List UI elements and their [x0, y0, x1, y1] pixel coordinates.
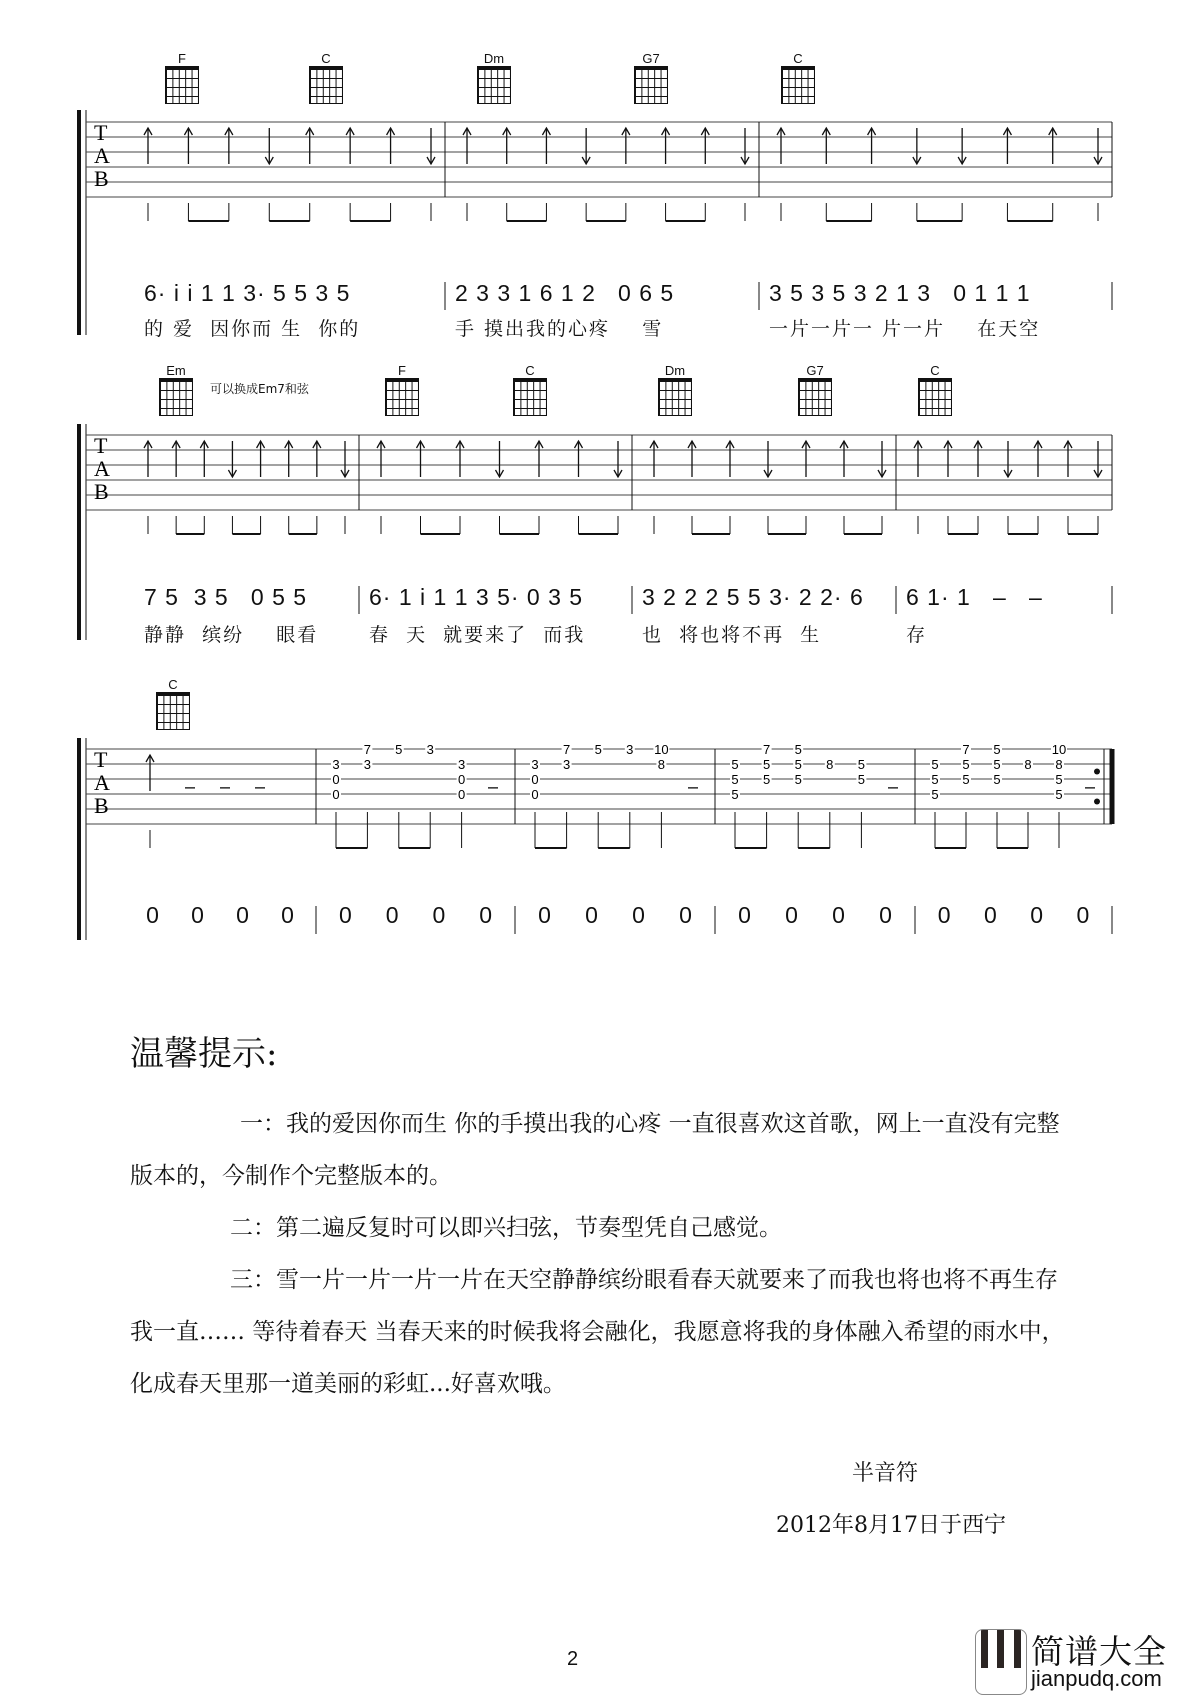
chord-name: C	[321, 51, 331, 66]
bass-note: 0	[785, 902, 798, 928]
chord-name: Dm	[664, 363, 686, 378]
fret-number: 5	[962, 757, 970, 772]
bass-note: 0	[937, 902, 951, 928]
rest: –	[887, 776, 899, 797]
fret-number: 3	[562, 757, 571, 772]
lyric-line: 的 爱 因你而 生 你的	[144, 318, 361, 340]
fret-number: 3	[626, 742, 634, 757]
site-logo[interactable]	[975, 1627, 1200, 1697]
chord-grid-icon	[477, 66, 511, 104]
rest: –	[185, 776, 196, 797]
fret-number: 5	[962, 772, 970, 787]
bass-note: 0	[281, 902, 294, 928]
fret-number: 7	[562, 742, 571, 757]
fret-number: 0	[531, 787, 539, 802]
logo-en: jianpudq.com	[1031, 1665, 1162, 1691]
chord-grid-icon	[918, 378, 952, 416]
fret-number: 5	[731, 757, 739, 772]
fret-number: 3	[457, 757, 466, 772]
chord-grid-icon	[165, 66, 199, 104]
chord-diagram	[162, 52, 202, 104]
tab-clef-letter: B	[94, 793, 109, 818]
tab-clef-letter: A	[94, 770, 110, 795]
fret-number: 8	[1055, 757, 1063, 772]
tab-clef-letter: A	[94, 143, 110, 168]
chord-grid-icon	[156, 692, 190, 730]
fret-number: 5	[594, 742, 602, 757]
bass-note: 0	[236, 902, 249, 928]
chord-diagram	[510, 364, 550, 416]
chord-note: 可以换成Em7和弦	[210, 382, 309, 396]
fret-number: 0	[332, 787, 340, 802]
jianpu-measure: 3 2 2 2 5 5 3· 2 2· 6	[642, 584, 864, 610]
fret-number: 5	[993, 772, 1001, 787]
bass-note: 0	[632, 902, 645, 928]
fret-number: 5	[931, 787, 939, 802]
chord-grid-icon	[385, 378, 419, 416]
tip-paragraph-1: 一：我的爱因你而生 你的手摸出我的心疼 一直很喜欢这首歌，网上一直没有完整版本的，今制作个完整版本的。	[130, 1111, 1060, 1189]
signature-date: 2012年8月17日于西宁	[776, 1513, 1006, 1538]
bass-note: 0	[585, 902, 598, 928]
fret-number: 3	[426, 742, 434, 757]
jianpu-measure: 6 1· 1 – –	[906, 584, 1043, 610]
chord-grid-icon	[798, 378, 832, 416]
bass-note: 0	[338, 902, 352, 928]
rest: –	[220, 776, 231, 797]
jianpu-measure: 7 5 3 5 0 5 5	[144, 584, 308, 610]
bass-note: 0	[1030, 902, 1044, 928]
chord-name: C	[168, 677, 178, 692]
fret-number: 5	[794, 742, 802, 757]
bass-note: 0	[983, 902, 997, 928]
repeat-dot	[1094, 769, 1100, 775]
jianpu-measure: 6· i i 1 1 3· 5 5 3 5	[144, 280, 351, 306]
chord-diagram	[156, 364, 196, 416]
fret-number: 10	[654, 742, 669, 757]
fret-number: 5	[857, 757, 866, 772]
fret-number: 8	[1024, 757, 1032, 772]
logo-cn: 简谱大全	[1031, 1631, 1167, 1671]
page-number: 2	[567, 1648, 579, 1670]
tips-title: 温馨提示:	[130, 1034, 278, 1074]
bass-note: 0	[1076, 902, 1090, 928]
chord-name: C	[525, 363, 535, 378]
fret-number: 5	[1055, 787, 1063, 802]
fret-number: 0	[531, 772, 539, 787]
chord-name: G7	[642, 51, 660, 66]
chord-diagram	[382, 364, 422, 416]
bass-note: 0	[538, 902, 551, 928]
fret-number: 3	[531, 757, 539, 772]
jianpu-measure: 6· 1 i 1 1 3 5· 0 3 5	[369, 584, 584, 610]
fret-number: 10	[1051, 742, 1067, 757]
chord-name: G7	[806, 363, 824, 378]
chord-diagram	[915, 364, 955, 416]
chord-diagram	[655, 364, 695, 416]
jianpu-measure: 3 5 3 5 3 2 1 3 0 1 1 1	[769, 280, 1031, 306]
fret-number: 5	[731, 787, 739, 802]
fret-number: 3	[332, 757, 340, 772]
bass-note: 0	[191, 902, 204, 928]
fret-number: 8	[657, 757, 666, 772]
bass-measure	[921, 902, 1106, 929]
fret-number: 7	[363, 742, 372, 757]
tab-clef-letter: A	[94, 456, 110, 481]
fret-number: 3	[363, 757, 372, 772]
chord-name: C	[930, 363, 940, 378]
lyric-line: 春 天 就要来了 而我	[369, 624, 586, 646]
bass-measure	[721, 902, 909, 929]
chord-grid-icon	[781, 66, 815, 104]
fret-number: 5	[762, 772, 771, 787]
bass-measure	[521, 902, 709, 929]
bass-note: 0	[479, 902, 493, 928]
bass-note: 0	[385, 902, 399, 928]
chord-diagram	[631, 52, 671, 104]
fret-number: 0	[332, 772, 340, 787]
fret-number: 7	[962, 742, 970, 757]
bass-measure	[130, 902, 310, 929]
bass-note: 0	[832, 902, 845, 928]
fret-number: 5	[993, 757, 1001, 772]
fret-number: 5	[993, 742, 1001, 757]
fret-number: 5	[762, 757, 771, 772]
bass-measure	[322, 902, 509, 929]
rest: –	[687, 776, 699, 797]
bass-note: 0	[146, 902, 159, 928]
lyric-line: 存	[906, 624, 928, 646]
tab-clef-letter: B	[94, 166, 109, 191]
signature-author: 半音符	[852, 1461, 919, 1486]
tab-clef-letter: T	[94, 747, 108, 772]
repeat-dot	[1094, 799, 1100, 805]
tip-paragraph-2: 二：第二遍反复时可以即兴扫弦，节奏型凭自己感觉。	[230, 1215, 782, 1241]
tab-clef-letter: T	[94, 433, 108, 458]
fret-number: 8	[826, 757, 834, 772]
chord-grid-icon	[513, 378, 547, 416]
fret-number: 5	[857, 772, 866, 787]
chord-diagram	[778, 52, 818, 104]
rest: –	[255, 776, 266, 797]
fret-number: 5	[931, 772, 939, 787]
fret-number: 5	[395, 742, 403, 757]
rest: –	[487, 776, 499, 797]
lyric-line: 静静 缤纷 眼看	[144, 624, 319, 646]
chord-name: Dm	[483, 51, 505, 66]
chord-grid-icon	[634, 66, 668, 104]
chord-name: C	[793, 51, 803, 66]
fret-number: 5	[731, 772, 739, 787]
chord-grid-icon	[658, 378, 692, 416]
piano-keys-icon	[975, 1629, 1027, 1695]
lyric-line: 也 将也将不再 生	[642, 624, 822, 646]
tab-clef-letter: T	[94, 120, 108, 145]
bass-note: 0	[738, 902, 751, 928]
chord-grid-icon	[159, 378, 193, 416]
bass-note: 0	[679, 902, 692, 928]
lyric-line: 手 摸出我的心疼 雪	[455, 318, 664, 340]
rest: –	[1084, 776, 1096, 797]
bass-note: 0	[879, 902, 892, 928]
chord-diagram	[474, 52, 514, 104]
fret-number: 5	[794, 757, 802, 772]
chord-diagram	[153, 678, 193, 730]
fret-number: 5	[794, 772, 802, 787]
tab-clef-letter: B	[94, 479, 109, 504]
fret-number: 5	[1055, 772, 1063, 787]
chord-name: Em	[166, 363, 186, 378]
bass-note: 0	[432, 902, 446, 928]
fret-number: 0	[457, 772, 466, 787]
fret-number: 0	[457, 787, 466, 802]
chord-name: F	[398, 363, 406, 378]
chord-name: F	[178, 51, 186, 66]
tip-paragraph-3: 三：雪一片一片一片一片在天空静静缤纷眼看春天就要来了而我也将也将不再生存我一直…… 等待着春天 当春天来的时候我将会融化，我愿意将我的身体融入希望的雨水中，化成春天里那一道美丽的彩虹...好喜欢哦。	[130, 1267, 1065, 1397]
chord-diagram	[306, 52, 346, 104]
fret-number: 5	[931, 757, 939, 772]
fret-number: 7	[762, 742, 771, 757]
jianpu-measure: 2 3 3 1 6 1 2 0 6 5	[455, 280, 675, 306]
chord-grid-icon	[309, 66, 343, 104]
chord-diagram	[795, 364, 835, 416]
lyric-line: 一片一片一 片一片 在天空	[769, 318, 1041, 340]
